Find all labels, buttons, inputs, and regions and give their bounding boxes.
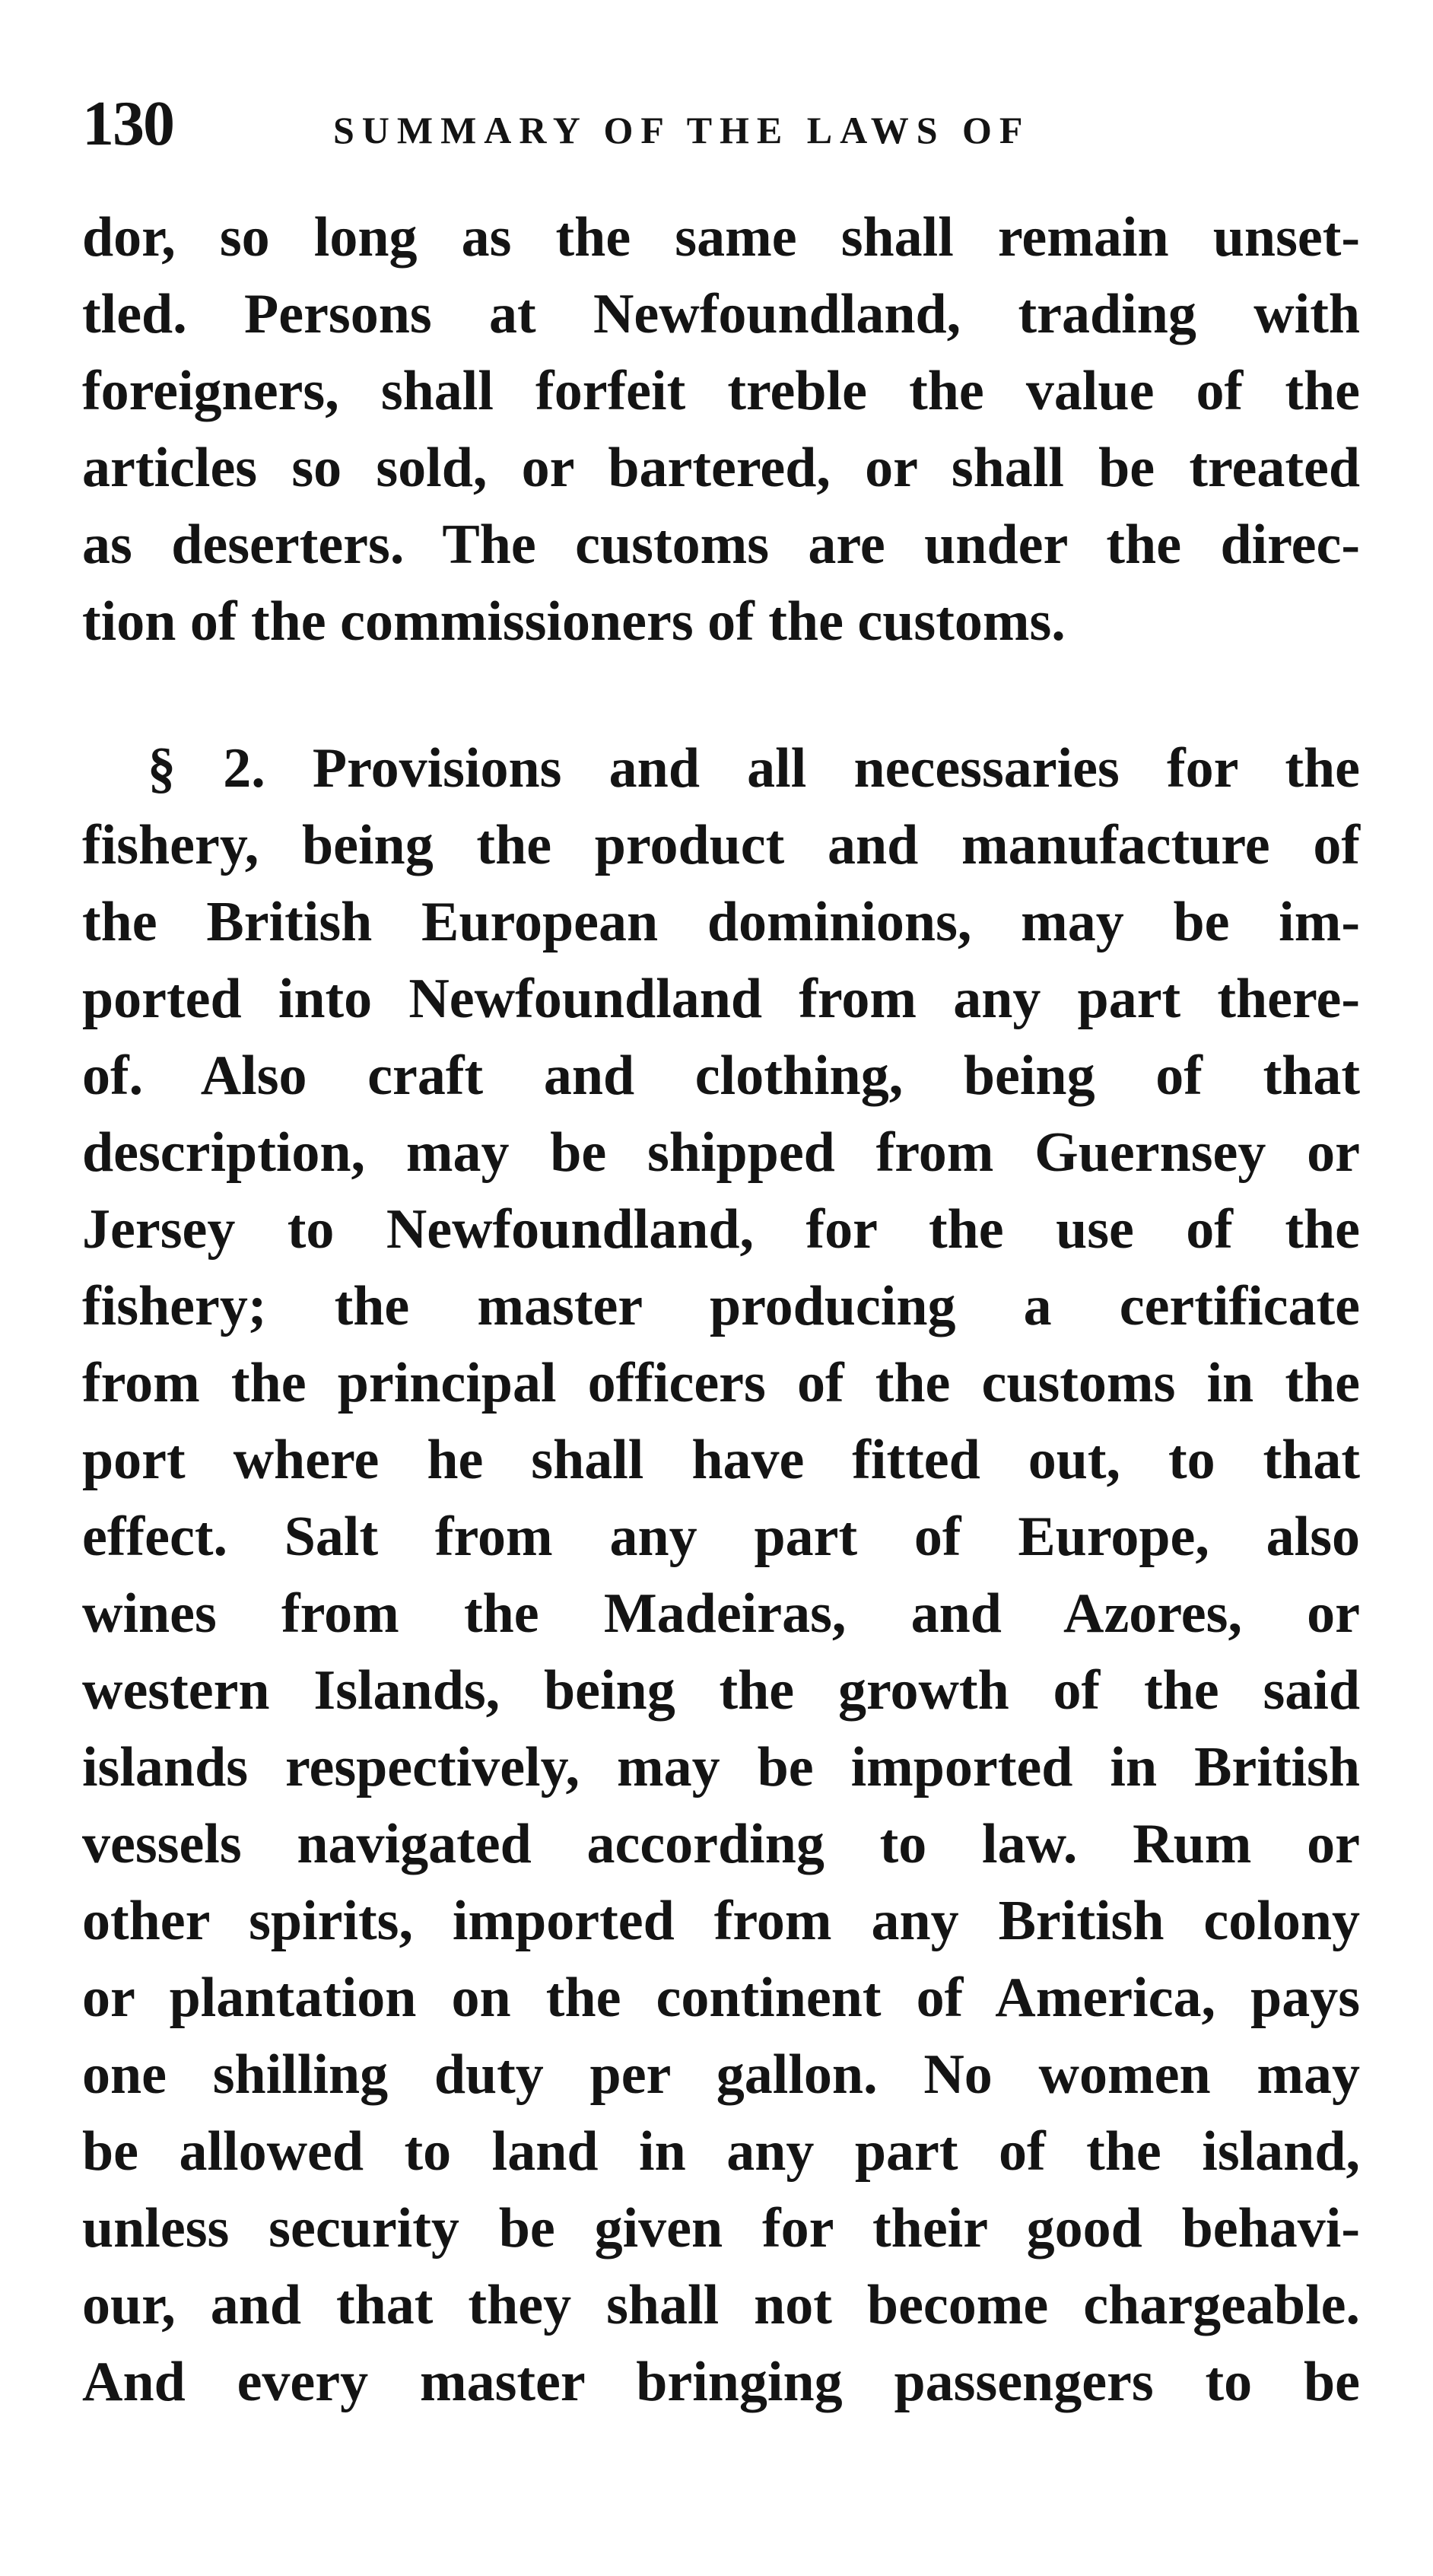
text-line: unless security be given for their good behavi- [82, 2197, 1360, 2260]
text-line: other spirits, imported from any British colony [82, 1890, 1360, 1952]
text-line: as deserters. The customs are under the direc- [82, 514, 1360, 576]
text-line: islands respectively, may be imported in British [82, 1736, 1360, 1798]
text-line: from the principal officers of the customs in the [82, 1352, 1360, 1414]
paragraph-1 [82, 199, 1360, 660]
text-line: tion of the commissioners of the customs. [82, 590, 1066, 653]
text-line: vessels navigated according to law. Rum or [82, 1813, 1360, 1875]
text-line: ported into Newfoundland from any part there- [82, 968, 1360, 1030]
paragraph-2 [82, 730, 1360, 2421]
text-line: fishery; the master producing a certificate [82, 1275, 1360, 1337]
text-line: wines from the Madeiras, and Azores, or [82, 1582, 1360, 1645]
text-line: one shilling duty per gallon. No women may [82, 2043, 1360, 2106]
text-line: the British European dominions, may be im- [82, 891, 1360, 953]
text-line: western Islands, being the growth of the said [82, 1659, 1360, 1722]
text-line: articles so sold, or bartered, or shall be treated [82, 437, 1360, 499]
text-line: effect. Salt from any part of Europe, also [82, 1506, 1360, 1568]
text-line: Jersey to Newfoundland, for the use of the [82, 1198, 1360, 1261]
page-number: 130 [82, 88, 173, 159]
text-line: our, and that they shall not become chargeable. [82, 2274, 1360, 2336]
text-line: And every master bringing passengers to be [82, 2351, 1360, 2413]
text-line: of. Also craft and clothing, being of that [82, 1045, 1360, 1107]
text-line: foreigners, shall forfeit treble the value of the [82, 360, 1360, 422]
text-line: or plantation on the continent of America, pays [82, 1967, 1360, 2029]
text-line: § 2. Provisions and all necessaries for the [148, 737, 1360, 800]
page-header [82, 90, 1360, 158]
text-line: description, may be shipped from Guernsey or [82, 1121, 1360, 1184]
text-line: port where he shall have fitted out, to that [82, 1429, 1360, 1491]
text-line: dor, so long as the same shall remain unset- [82, 206, 1360, 269]
text-line: tled. Persons at Newfoundland, trading with [82, 283, 1360, 345]
text-line: be allowed to land in any part of the island, [82, 2120, 1360, 2183]
text-line: fishery, being the product and manufacture of [82, 814, 1360, 876]
running-head: SUMMARY OF THE LAWS OF [333, 109, 1031, 151]
